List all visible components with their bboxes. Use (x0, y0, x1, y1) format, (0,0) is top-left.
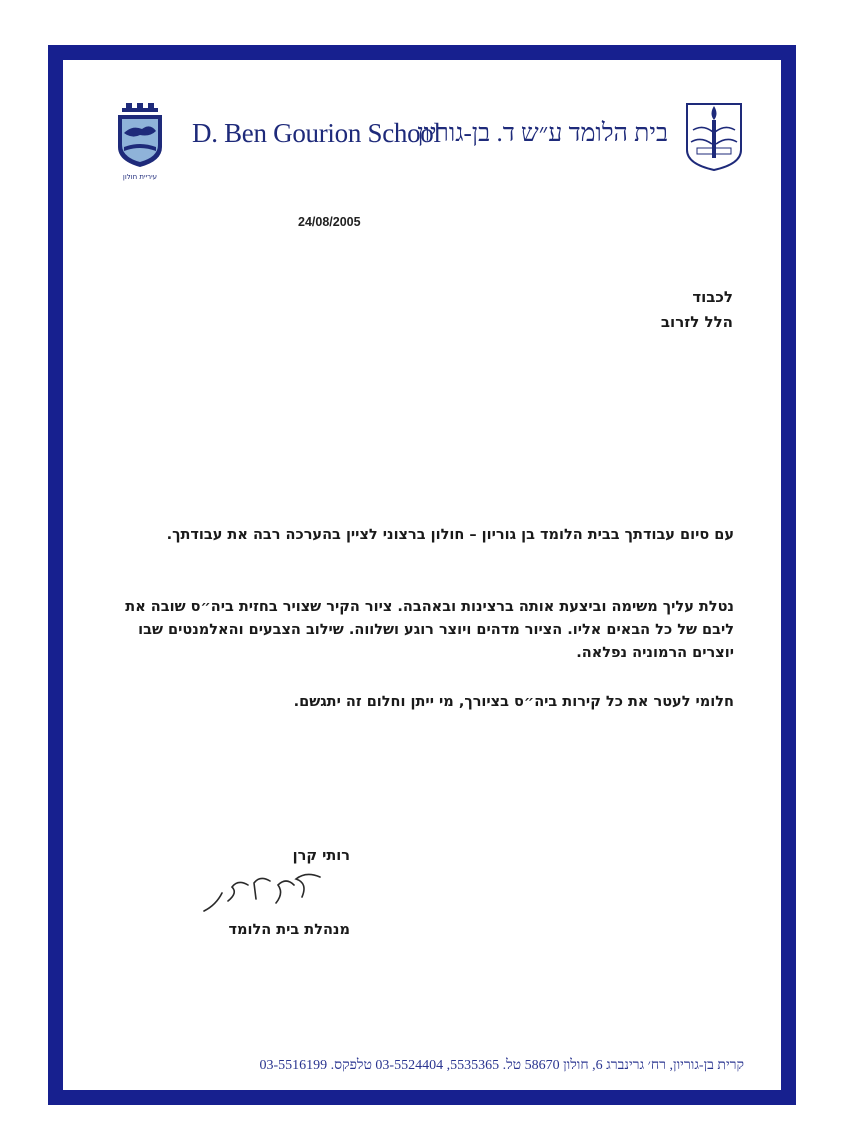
signer-name: רותי קרן (292, 848, 350, 864)
holon-city-emblem-logo (112, 103, 168, 181)
handwritten-signature (198, 863, 338, 923)
school-name-english: D. Ben Gourion School (192, 118, 441, 148)
letter-paragraph: חלומי לעטר את כל קירות ביה״ס בציורך, מי ייתן וחלום זה יתגשם. (293, 694, 734, 710)
signer-title: מנהלת בית הלומד (228, 922, 350, 938)
salutation-to: לכבוד (692, 288, 733, 306)
emblem-caption: עיריית חולון (122, 173, 158, 181)
footer-contact-info: קרית בן-גוריון, רח׳ גרינברג 6, חולון 58670 טל. 5535365, 03-5524404 טלפקס. 03-5516199 (259, 1058, 744, 1073)
letter-date: 24/08/2005 (298, 215, 361, 229)
school-torch-logo (683, 100, 745, 172)
recipient-name: הלל לזרוב (660, 313, 733, 331)
letter-paragraph: עם סיום עבודתך בבית הלומד בן גוריון – חולון ברצוני לציין בהערכה רבה את עבודתך. (166, 527, 734, 543)
school-name-hebrew: בית הלומד ע״ש ד. בן-גוריון (417, 120, 668, 147)
letter-paragraph: נטלת עליך משימה וביצעת אותה ברצינות ובאהבה. ציור הקיר שצויר בחזית ביה״ס שובה את ליבם של כל הבאים אליו. הציור מדהים ויוצר רוגע ושלווה. שילוב הצבעים והאלמנטים שבו יוצרים הרמוניה נפלאה. (125, 599, 734, 661)
